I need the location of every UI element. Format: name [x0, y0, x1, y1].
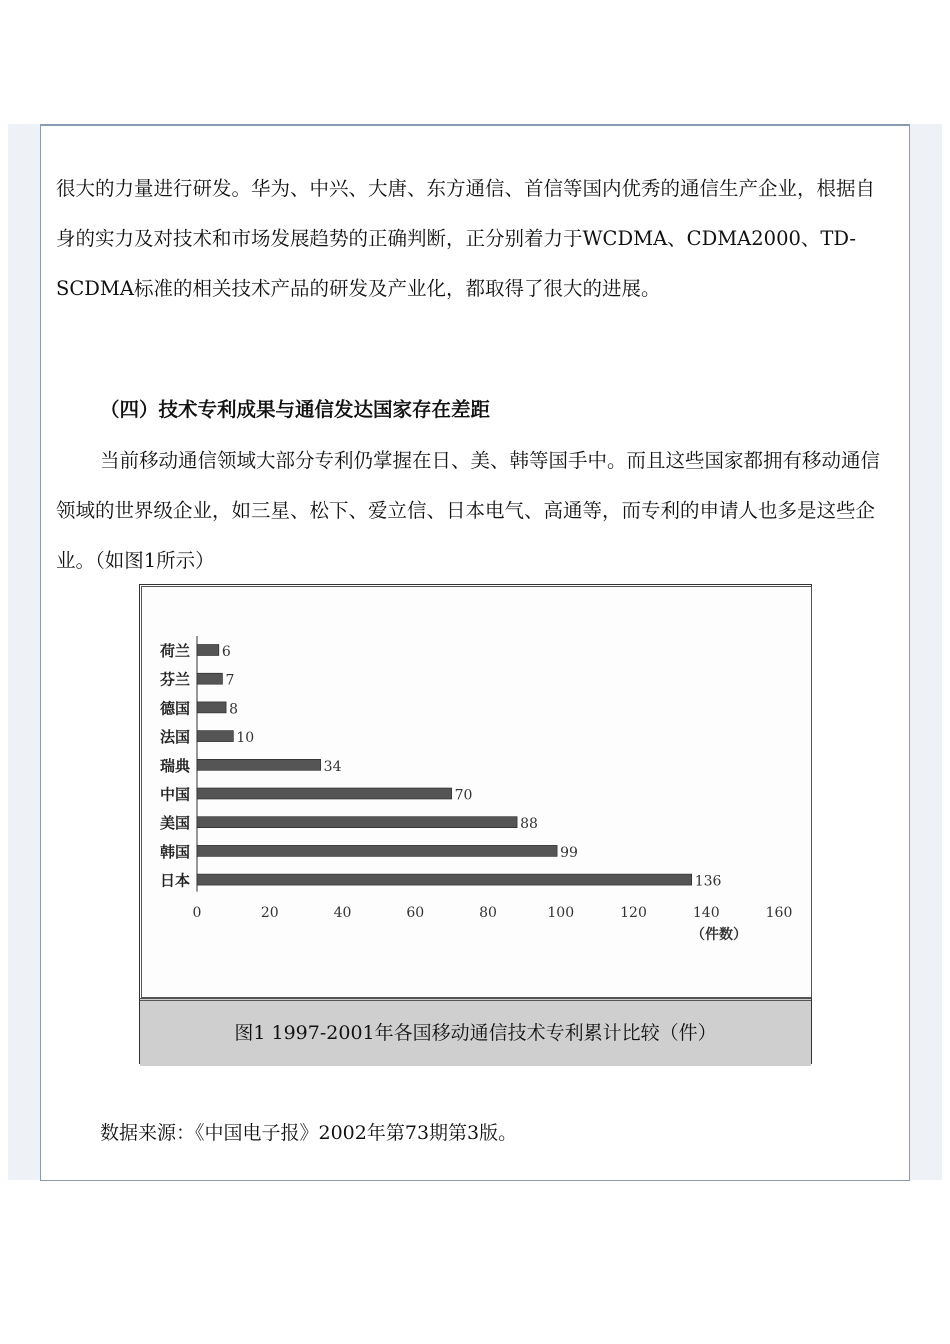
data-label: 34 — [323, 758, 342, 775]
x-tick-label: 160 — [765, 905, 793, 921]
data-label: 10 — [236, 730, 255, 747]
x-tick-label: 100 — [547, 905, 575, 921]
data-label: 7 — [225, 672, 235, 689]
x-tick-label: 80 — [479, 905, 497, 921]
category-label: 韩国 — [159, 842, 190, 861]
figure-caption: 图1 1997-2001年各国移动通信技术专利累计比较（件） — [234, 1022, 717, 1044]
category-label: 德国 — [159, 699, 190, 718]
x-tick-label: 0 — [192, 905, 202, 921]
data-label: 88 — [520, 816, 538, 833]
bar — [197, 817, 517, 828]
data-label: 8 — [229, 701, 239, 718]
figure-box — [139, 584, 812, 1064]
data-label: 99 — [560, 844, 578, 861]
caption-bar — [140, 998, 811, 1066]
paragraph-1: 很大的力量进行研发。华为、中兴、大唐、东方通信、首信等国内优秀的通信生产企业，根据自身的实力及对技术和市场发展趋势的正确判断，正分别着力于WCDMA、CDMA2000、TD-SCDMA标准的相关技术产品的研发及产业化，都取得了很大的进展。 — [56, 177, 876, 300]
category-label: 芬兰 — [159, 670, 190, 689]
data-label: 6 — [221, 644, 231, 660]
x-tick-label: 20 — [260, 905, 279, 921]
bar — [197, 731, 233, 742]
bar — [197, 759, 321, 770]
x-tick-label: 40 — [333, 905, 352, 921]
source-note: 数据来源：《中国电子报》2002年第73期第3版。 — [100, 1122, 518, 1144]
paragraph-2: 当前移动通信领域大部分专利仍掌握在日、美、韩等国手中。而且这些国家都拥有移动通信领域的世界级企业，如三星、松下、爱立信、日本电气、高通等，而专利的申请人也多是这些企业。（如图1所示） — [56, 449, 881, 572]
category-label: 日本 — [159, 871, 190, 890]
x-axis-label: （件数） — [691, 927, 747, 943]
category-label: 瑞典 — [159, 756, 190, 775]
bar-chart — [142, 587, 811, 997]
x-tick-label: 60 — [406, 905, 425, 921]
x-tick-label: 120 — [620, 905, 647, 921]
bar — [197, 673, 222, 684]
category-label: 法国 — [159, 728, 190, 747]
bar — [197, 702, 226, 713]
bar — [197, 788, 452, 799]
bar — [197, 645, 219, 656]
category-label: 荷兰 — [159, 642, 190, 660]
chart-area — [141, 586, 812, 998]
bar — [197, 845, 557, 856]
bar — [197, 874, 692, 885]
data-label: 70 — [454, 787, 473, 804]
section-heading: （四）技术专利成果与通信发达国家存在差距 — [100, 398, 491, 421]
data-label: 136 — [694, 873, 722, 890]
x-tick-label: 140 — [692, 905, 720, 921]
category-label: 美国 — [159, 814, 190, 833]
category-label: 中国 — [159, 785, 190, 804]
